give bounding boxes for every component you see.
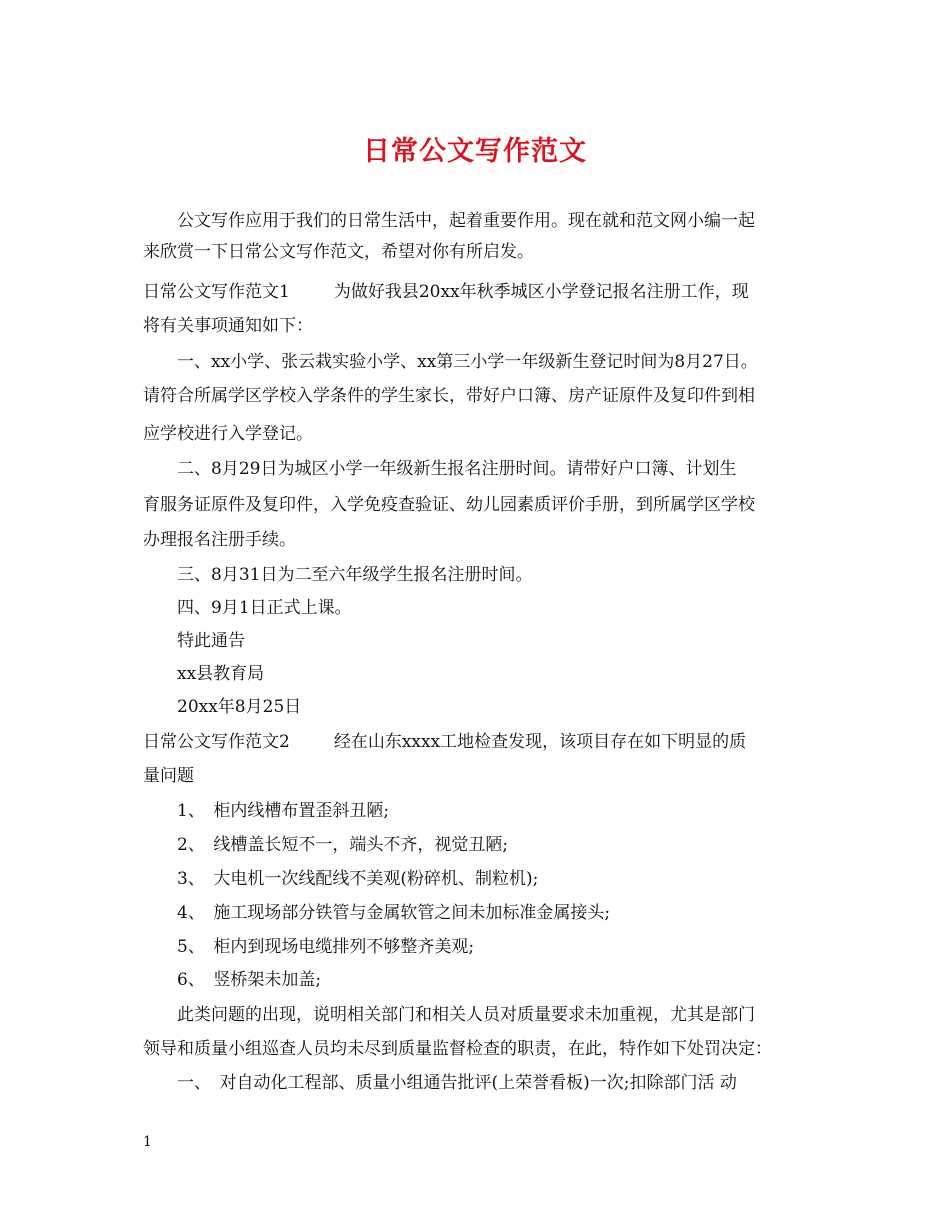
paragraph-line: 将有关事项通知如下： bbox=[143, 316, 313, 336]
list-item: 3、 大电机一次线配线不美观(粉碎机、制粒机); bbox=[177, 869, 539, 889]
list-item: 4、 施工现场部分铁管与金属软管之间未加标准金属接头; bbox=[177, 903, 611, 923]
section-line bbox=[143, 731, 746, 753]
paragraph-line: 应学校进行入学登记。 bbox=[143, 424, 313, 444]
paragraph-line: 来欣赏一下日常公文写作范文，希望对你有所启发。 bbox=[143, 242, 534, 262]
document-title: 日常公文写作范文 bbox=[363, 136, 587, 167]
page-number: 1 bbox=[143, 1134, 152, 1150]
list-item: 5、 柜内到现场电缆排列不够整齐美观; bbox=[177, 937, 475, 957]
paragraph-text: 为做好我县20xx年秋季城区小学登记报名注册工作，现 bbox=[333, 282, 749, 302]
paragraph-line: 请符合所属学区学校入学条件的学生家长，带好户口簿、房产证原件及复印件到相 bbox=[143, 386, 755, 406]
paragraph-line: 一、xx小学、张云栽实验小学、xx第三小学一年级新生登记时间为8月27日。 bbox=[177, 352, 758, 372]
paragraph-text: 经在山东xxxx工地检查发现，该项目存在如下明显的质 bbox=[333, 732, 747, 752]
paragraph-line: 四、9月1日正式上课。 bbox=[177, 598, 352, 618]
list-item: 2、 线槽盖长短不一，端头不齐，视觉丑陋; bbox=[177, 835, 509, 855]
paragraph-line: 领导和质量小组巡查人员均未尽到质量监督检查的职责，在此，特作如下处罚决定： bbox=[143, 1039, 772, 1059]
paragraph-line: 特此通告 bbox=[177, 631, 245, 651]
paragraph-line: xx县教育局 bbox=[177, 664, 265, 684]
paragraph-line: 公文写作应用于我们的日常生活中，起着重要作用。现在就和范文网小编一起 bbox=[177, 211, 755, 231]
section-line bbox=[143, 281, 749, 303]
paragraph-line: 此类问题的出现，说明相关部门和相关人员对质量要求未加重视，尤其是部门 bbox=[177, 1005, 755, 1025]
section-heading: 日常公文写作范文2 bbox=[143, 732, 290, 752]
paragraph-line: 一、 对自动化工程部、质量小组通告批评(上荣誉看板)一次;扣除部门活 动 bbox=[177, 1073, 737, 1093]
paragraph-line: 20xx年8月25日 bbox=[177, 697, 302, 717]
paragraph-line: 量问题 bbox=[143, 766, 194, 786]
paragraph-line: 办理报名注册手续。 bbox=[143, 530, 296, 550]
paragraph-line: 三、8月31日为二至六年级学生报名注册时间。 bbox=[177, 565, 533, 585]
paragraph-line: 二、8月29日为城区小学一年级新生报名注册时间。请带好户口簿、计划生 bbox=[177, 459, 737, 479]
list-item: 6、 竖桥架未加盖; bbox=[177, 970, 322, 990]
section-heading: 日常公文写作范文1 bbox=[143, 282, 290, 302]
list-item: 1、 柜内线槽布置歪斜丑陋; bbox=[177, 801, 390, 821]
paragraph-line: 育服务证原件及复印件，入学免疫查验证、幼儿园素质评价手册，到所属学区学校 bbox=[143, 495, 755, 515]
